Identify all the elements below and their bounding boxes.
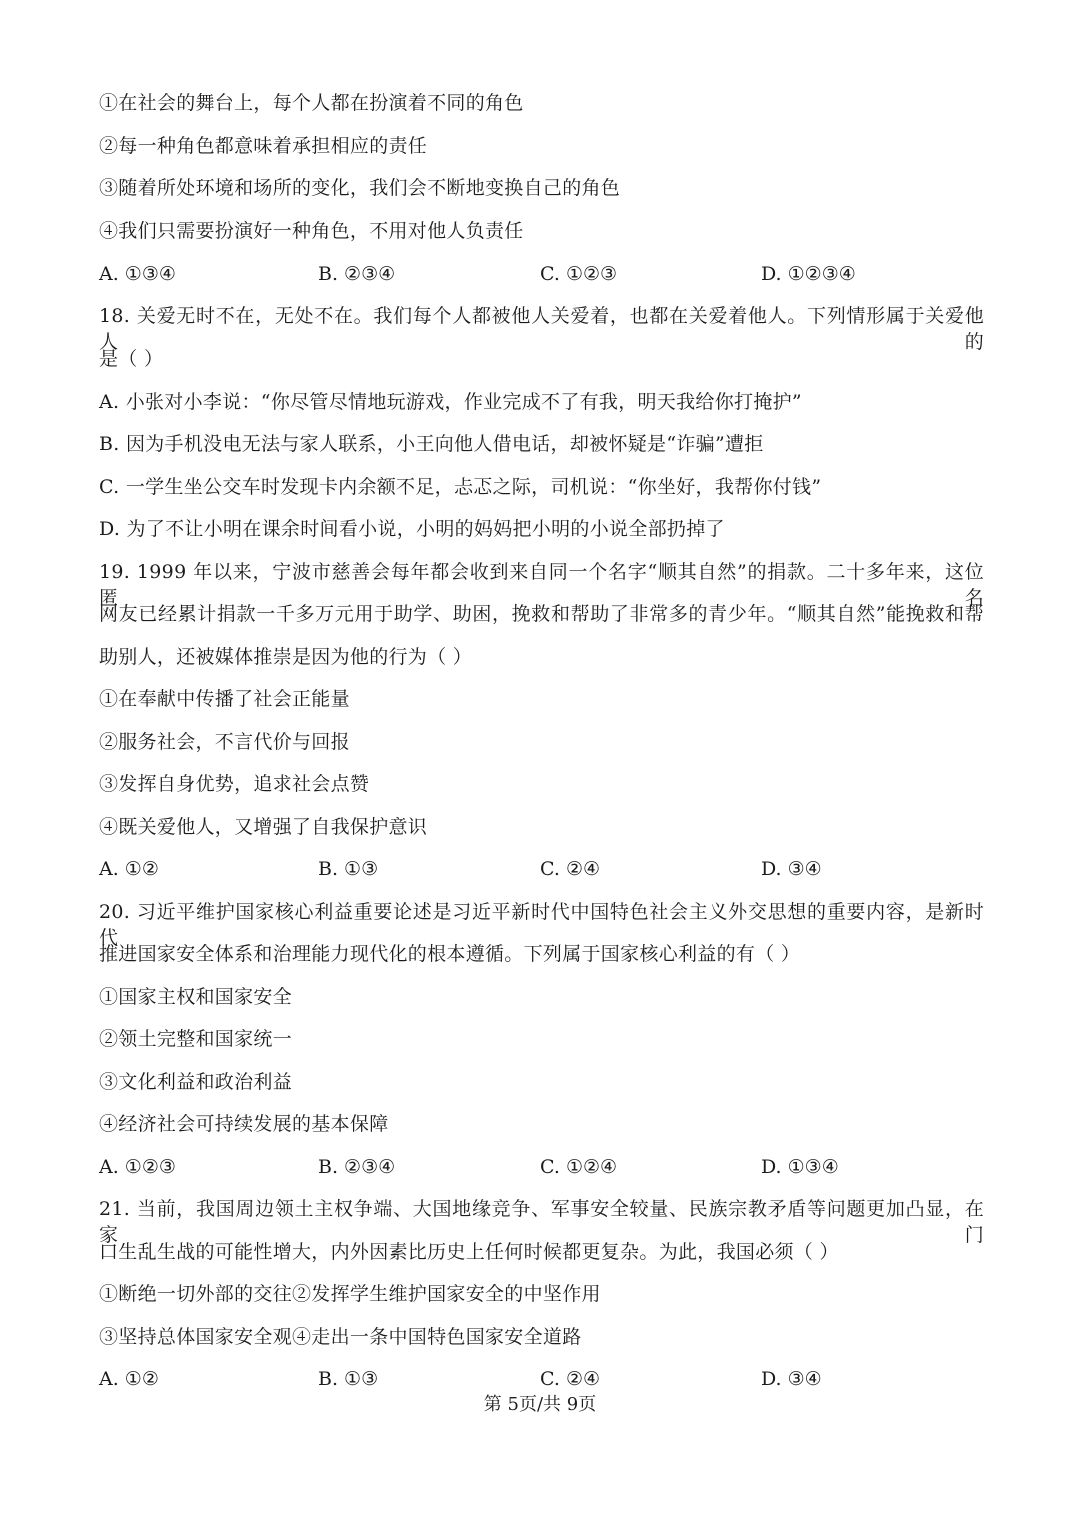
q17-option-d[interactable]: D. ①②③④ [761, 263, 856, 285]
q19-option-d[interactable]: D. ③④ [761, 858, 822, 880]
q21-item-1: ①断绝一切外部的交往②发挥学生维护国家安全的中坚作用 [99, 1283, 601, 1305]
q21-option-c[interactable]: C. ②④ [540, 1368, 601, 1390]
q21-option-a[interactable]: A. ①② [99, 1368, 159, 1390]
q18-choice-c[interactable]: C. 一学生坐公交车时发现卡内余额不足，忐忑之际，司机说：“你坐好，我帮你付钱” [99, 476, 822, 498]
q17-option-a[interactable]: A. ①③④ [99, 263, 176, 285]
q17-item-1: ①在社会的舞台上，每个人都在扮演着不同的角色 [99, 92, 524, 114]
q20-option-a[interactable]: A. ①②③ [99, 1156, 176, 1178]
q17-option-b[interactable]: B. ②③④ [318, 263, 396, 285]
q19-stem-line3: 助别人，还被媒体推崇是因为他的行为（ ） [99, 646, 473, 668]
q21-stem-line1: 21. 当前，我国周边领土主权争端、大国地缘竞争、军事安全较量、民族宗教矛盾等问题更加凸显，在家门 [99, 1198, 984, 1246]
q17-item-3: ③随着所处环境和场所的变化，我们会不断地变换自己的角色 [99, 177, 621, 199]
q17-item-2: ②每一种角色都意味着承担相应的责任 [99, 135, 428, 157]
q19-item-3: ③发挥自身优势，追求社会点赞 [99, 773, 370, 795]
q20-item-1: ①国家主权和国家安全 [99, 986, 293, 1008]
q18-stem-line2: 是（ ） [99, 348, 164, 370]
q21-stem-line2: 口生乱生战的可能性增大，内外因素比历史上任何时候都更复杂。为此，我国必须（ ） [99, 1241, 839, 1263]
q19-option-a[interactable]: A. ①② [99, 858, 159, 880]
q20-option-b[interactable]: B. ②③④ [318, 1156, 396, 1178]
q18-choice-a[interactable]: A. 小张对小李说：“你尽管尽情地玩游戏，作业完成不了有我，明天我给你打掩护” [99, 391, 802, 413]
q18-stem-line1: 18. 关爱无时不在，无处不在。我们每个人都被他人关爱着，也都在关爱着他人。下列情形属于关爱他人的 [99, 305, 984, 353]
q17-option-c[interactable]: C. ①②③ [540, 263, 618, 285]
q20-option-d[interactable]: D. ①③④ [761, 1156, 839, 1178]
q21-item-2: ③坚持总体国家安全观④走出一条中国特色国家安全道路 [99, 1326, 582, 1348]
q20-stem-line1: 20. 习近平维护国家核心利益重要论述是习近平新时代中国特色社会主义外交思想的重要内容，是新时代 [99, 901, 984, 949]
q18-choice-b[interactable]: B. 因为手机没电无法与家人联系，小王向他人借电话，却被怀疑是“诈骗”遭拒 [99, 433, 764, 455]
page-number: 第 5页/共 9页 [483, 1394, 597, 1415]
q19-option-b[interactable]: B. ①③ [318, 858, 379, 880]
q17-item-4: ④我们只需要扮演好一种角色，不用对他人负责任 [99, 220, 524, 242]
q20-item-4: ④经济社会可持续发展的基本保障 [99, 1113, 389, 1135]
q21-option-b[interactable]: B. ①③ [318, 1368, 379, 1390]
q20-stem-line2: 推进国家安全体系和治理能力现代化的根本遵循。下列属于国家核心利益的有（ ） [99, 943, 801, 965]
q18-choice-d[interactable]: D. 为了不让小明在课余时间看小说，小明的妈妈把小明的小说全部扔掉了 [99, 518, 725, 540]
q19-stem-line2: 网友已经累计捐款一千多万元用于助学、助困，挽救和帮助了非常多的青少年。“顺其自然”能挽救和帮 [99, 603, 984, 625]
q20-item-2: ②领土完整和国家统一 [99, 1028, 293, 1050]
q21-option-d[interactable]: D. ③④ [761, 1368, 822, 1390]
q20-item-3: ③文化利益和政治利益 [99, 1071, 293, 1093]
q19-stem-line1: 19. 1999 年以来，宁波市慈善会每年都会收到来自同一个名字“顺其自然”的捐款。二十多年来，这位匿名 [99, 561, 984, 609]
q20-option-c[interactable]: C. ①②④ [540, 1156, 618, 1178]
q19-item-1: ①在奉献中传播了社会正能量 [99, 688, 350, 710]
q19-option-c[interactable]: C. ②④ [540, 858, 601, 880]
q19-item-4: ④既关爱他人，又增强了自我保护意识 [99, 816, 428, 838]
q19-item-2: ②服务社会，不言代价与回报 [99, 731, 350, 753]
